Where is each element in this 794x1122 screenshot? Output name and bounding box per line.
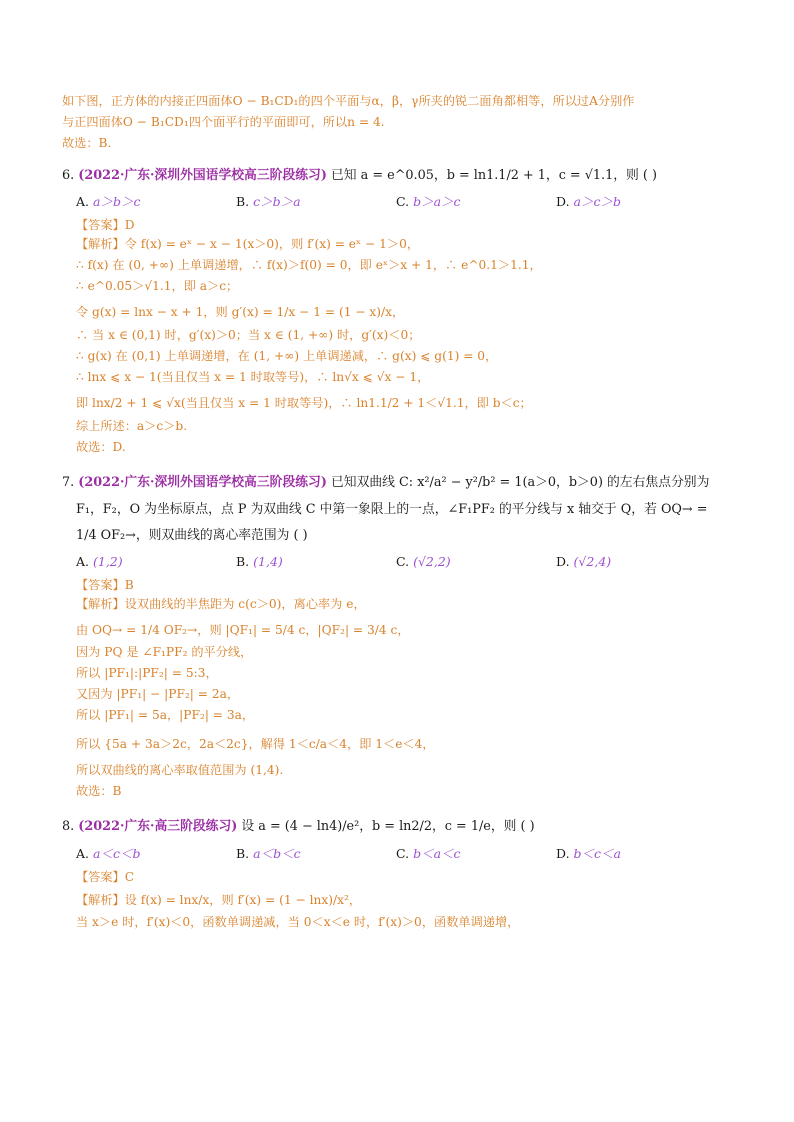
analysis (62, 235, 732, 459)
prev-solution (62, 0, 732, 155)
question-source: (2022·广东·深圳外国语学校高三阶段练习) (78, 475, 327, 490)
option-d[interactable]: D. (√2,4) (556, 554, 612, 569)
analysis-line: ∴ g(x) 在 (0,1) 上单调递增，在 (1, +∞) 上单调递减，∴ g(x) ⩽ g(1) = 0， (76, 349, 498, 363)
analysis-line: ∴ 当 x ∈ (0,1) 时，g′(x)＞0；当 x ∈ (1, +∞) 时，g′(x)＜0； (76, 328, 421, 342)
prev-solution-line: 如下图，正方体的内接正四面体O − B₁CD₁的四个平面与α，β，γ所夹的锐二面角都相等，所以过A分别作 (62, 94, 635, 108)
option-c[interactable]: C. b＞a＞c (396, 194, 461, 209)
question-stem: 1/4 OF₂→，则双曲线的离心率范围为 ( ) (76, 528, 308, 543)
question-stem: 已知 a = e^0.05，b = ln1.1/2 + 1，c = √1.1，则 ( ) (330, 168, 657, 183)
option-a[interactable]: A. (1,2) (76, 554, 123, 569)
answer: 【答案】C (76, 870, 135, 884)
option-b[interactable]: B. (1,4) (236, 554, 283, 569)
analysis-line: 所以 |PF₁| = 5a，|PF₂| = 3a， (76, 708, 255, 722)
option-d[interactable]: D. a＞c＞b (556, 194, 622, 209)
option-b[interactable]: B. a＜b＜c (236, 846, 301, 861)
answer: 【答案】D (76, 218, 135, 232)
analysis-line: 即 lnx/2 + 1 ⩽ √x(当且仅当 x = 1 时取等号)，∴ ln1.1/2 + 1＜√1.1，即 b＜c； (76, 396, 532, 410)
option-row (62, 549, 732, 575)
analysis (62, 887, 732, 934)
analysis-line: 所以 |PF₁|:|PF₂| = 5:3， (76, 666, 218, 680)
question-stem: 已知双曲线 C: x²/a² − y²/b² = 1(a＞0，b＞0) 的左右焦点分别为 (330, 475, 710, 490)
analysis-line: 【解析】令 f(x) = eˣ − x − 1(x＞0)，则 f′(x) = eˣ − 1＞0， (76, 237, 420, 251)
question-6 (62, 163, 732, 459)
analysis-line: 由 OQ→ = 1/4 OF₂→，则 |QF₁| = 5/4 c，|QF₂| = 3/4 c， (76, 623, 410, 637)
analysis-line: 令 g(x) = lnx − x + 1，则 g′(x) = 1/x − 1 = (1 − x)/x， (76, 305, 405, 319)
question-7 (62, 469, 732, 803)
option-c[interactable]: C. b＜a＜c (396, 846, 461, 861)
question-stem: F₁，F₂，O 为坐标原点，点 P 为双曲线 C 中第一象限上的一点，∠F₁PF₂ 的平分线与 x 轴交于 Q，若 OQ→ = (76, 502, 708, 517)
option-d[interactable]: D. b＜c＜a (556, 846, 622, 861)
analysis-line: 所以双曲线的离心率取值范围为 (1,4). (76, 763, 284, 777)
option-a[interactable]: A. a＜c＜b (76, 846, 141, 861)
question-number: 8. (62, 819, 75, 834)
prev-solution-line: 故选：B. (62, 136, 112, 150)
analysis-line: ∴ lnx ⩽ x − 1(当且仅当 x = 1 时取等号)，∴ ln√x ⩽ √x − 1， (76, 370, 430, 384)
analysis-line: 又因为 |PF₁| − |PF₂| = 2a， (76, 687, 240, 701)
analysis-line: 因为 PQ 是 ∠F₁PF₂ 的平分线， (76, 645, 253, 659)
analysis-line: ∴ f(x) 在 (0, +∞) 上单调递增，∴ f(x)＞f(0) = 0，即 eˣ＞x + 1，∴ e^0.1＞1.1， (76, 258, 542, 272)
analysis-line: 【解析】设双曲线的半焦距为 c(c＞0)，离心率为 e， (76, 597, 366, 611)
analysis-line: 【解析】设 f(x) = lnx/x，则 f′(x) = (1 − lnx)/x²， (76, 893, 362, 907)
answer: 【答案】B (76, 578, 134, 592)
question-stem: 设 a = (4 − ln4)/e²，b = ln2/2，c = 1/e，则 ( ) (241, 819, 535, 834)
question-source: (2022·广东·高三阶段练习) (78, 819, 238, 834)
analysis-line: 综上所述：a＞c＞b. (76, 419, 188, 433)
question-number: 6. (62, 168, 75, 183)
analysis-line: 当 x＞e 时，f′(x)＜0，函数单调递减，当 0＜x＜e 时，f′(x)＞0，函数单调递增， (76, 915, 520, 929)
question-8 (62, 813, 732, 934)
analysis-line: 故选：B (76, 784, 122, 798)
analysis-line: 故选：D. (76, 440, 126, 454)
option-c[interactable]: C. (√2,2) (396, 554, 451, 569)
analysis-line: 所以 {5a + 3a＞2c，2a＜2c}，解得 1＜c/a＜4，即 1＜e＜4， (76, 737, 435, 751)
option-b[interactable]: B. c＞b＞a (236, 194, 301, 209)
prev-solution-line: 与正四面体O − B₁CD₁四个面平行的平面即可，所以n = 4. (62, 115, 385, 129)
option-a[interactable]: A. a＞b＞c (76, 194, 141, 209)
analysis (62, 595, 732, 803)
analysis-line: ∴ e^0.05＞√1.1，即 a＞c； (76, 279, 239, 293)
question-source: (2022·广东·深圳外国语学校高三阶段练习) (78, 168, 327, 183)
question-number: 7. (62, 475, 75, 490)
option-row (62, 841, 732, 867)
option-row (62, 189, 732, 215)
